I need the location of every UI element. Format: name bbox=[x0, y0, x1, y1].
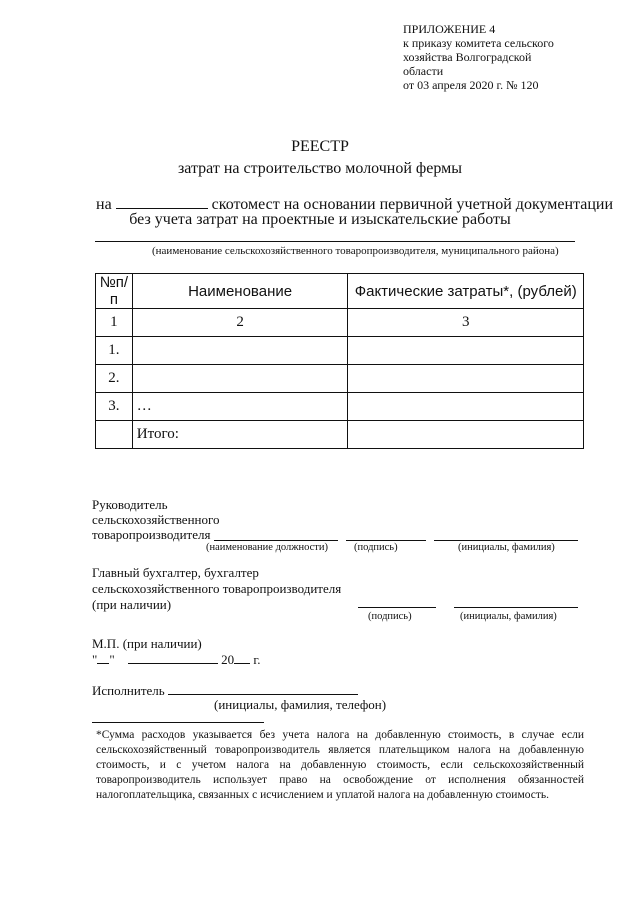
row-name-cell[interactable] bbox=[132, 365, 348, 393]
head-position-line[interactable] bbox=[214, 540, 338, 541]
table-row bbox=[96, 393, 584, 421]
producer-name-caption: (наименование сельскохозяйственного товаропроизводителя, муниципального района) bbox=[152, 245, 559, 257]
date-year-suffix: г. bbox=[253, 652, 261, 667]
table-index-row bbox=[96, 309, 584, 337]
appendix-title: ПРИЛОЖЕНИЕ 4 bbox=[403, 22, 496, 36]
total-label: Итого: bbox=[132, 421, 348, 449]
accountant-name-line[interactable] bbox=[454, 607, 578, 608]
date-year-blank[interactable] bbox=[234, 652, 250, 664]
accountant-title-line-1: Главный бухгалтер, бухгалтер bbox=[92, 565, 259, 580]
table-row bbox=[96, 365, 584, 393]
executor-line[interactable] bbox=[168, 694, 358, 695]
row-cost-cell[interactable] bbox=[348, 365, 584, 393]
head-title-line-1: Руководитель bbox=[92, 497, 168, 512]
document-title: РЕЕСТР bbox=[291, 138, 349, 155]
table-total-row bbox=[96, 421, 584, 449]
accountant-title-line-2: сельскохозяйственного товаропроизводителя bbox=[92, 581, 342, 596]
index-cell: 1 bbox=[96, 309, 133, 337]
date-quote-close: " bbox=[109, 652, 115, 667]
head-signature-caption: (подпись) bbox=[354, 542, 398, 553]
header-name: Наименование bbox=[132, 274, 348, 309]
accountant-title-line-3: (при наличии) bbox=[92, 597, 172, 612]
date-quote-open: " bbox=[92, 652, 98, 667]
index-cell: 2 bbox=[132, 309, 348, 337]
head-title-line-2: сельскохозяйственного bbox=[92, 512, 220, 527]
executor-caption: (инициалы, фамилия, телефон) bbox=[214, 697, 387, 712]
date-month-blank[interactable] bbox=[128, 652, 218, 664]
head-signature-line[interactable] bbox=[346, 540, 426, 541]
intro-line-2: без учета затрат на проектные и изыскательские работы bbox=[129, 211, 511, 228]
table-row bbox=[96, 337, 584, 365]
appendix-region-line: области bbox=[403, 64, 444, 78]
date-field bbox=[92, 652, 261, 667]
livestock-places-blank[interactable] bbox=[116, 194, 208, 209]
head-name-caption: (инициалы, фамилия) bbox=[458, 542, 555, 553]
document-subtitle: затрат на строительство молочной фермы bbox=[177, 160, 463, 177]
producer-name-line[interactable] bbox=[95, 241, 575, 242]
appendix-date-line: от 03 апреля 2020 г. № 120 bbox=[403, 78, 539, 92]
row-number: 1. bbox=[96, 337, 133, 365]
executor-label: Исполнитель bbox=[92, 683, 165, 698]
head-position-caption: (наименование должности) bbox=[206, 542, 329, 553]
date-day-blank[interactable] bbox=[97, 652, 109, 664]
intro-suffix: скотомест на основании первичной учетной документации bbox=[211, 196, 614, 213]
footnote-separator bbox=[92, 722, 264, 723]
accountant-signature-line[interactable] bbox=[358, 607, 436, 608]
row-number: 3. bbox=[96, 393, 133, 421]
row-cost-cell[interactable] bbox=[348, 337, 584, 365]
appendix-order-line: к приказу комитета сельского bbox=[403, 36, 554, 50]
row-cost-cell[interactable] bbox=[348, 393, 584, 421]
index-cell: 3 bbox=[348, 309, 584, 337]
accountant-signature-caption: (подпись) bbox=[368, 611, 412, 622]
accountant-name-caption: (инициалы, фамилия) bbox=[460, 611, 557, 622]
total-cost-cell[interactable] bbox=[348, 421, 584, 449]
row-number bbox=[96, 421, 133, 449]
footnote: *Сумма расходов указывается без учета налога на добавленную стоимость, в случае если сельскохозяйственный товаропроизводитель является плательщиком налога на добавленную стоимость, и с учетом налога на добавленную стоимость, если сельскохозяйственный товаропроизводитель использует право на освобождение от исполнения обязанностей налогоплательщика, связанных с исчислением и уплатой налога на добавленную стоимость. bbox=[96, 729, 584, 801]
table-header-row bbox=[96, 274, 584, 309]
stamp-label: М.П. (при наличии) bbox=[92, 636, 202, 651]
head-signature-block bbox=[92, 497, 220, 542]
row-number: 2. bbox=[96, 365, 133, 393]
date-year-prefix: 20 bbox=[221, 652, 235, 667]
row-name-cell[interactable] bbox=[132, 337, 348, 365]
head-name-line[interactable] bbox=[434, 540, 578, 541]
head-title-line-3: товаропроизводителя bbox=[92, 527, 211, 542]
intro-prefix: на bbox=[96, 196, 112, 213]
accountant-signature-block bbox=[92, 565, 341, 613]
appendix-committee-line: хозяйства Волгоградской bbox=[403, 50, 532, 64]
header-number: №п/п bbox=[96, 274, 133, 309]
registry-table bbox=[95, 273, 584, 449]
row-name-cell[interactable]: … bbox=[132, 393, 348, 421]
appendix-header bbox=[403, 22, 603, 92]
header-cost: Фактические затраты*, (рублей) bbox=[348, 274, 584, 309]
